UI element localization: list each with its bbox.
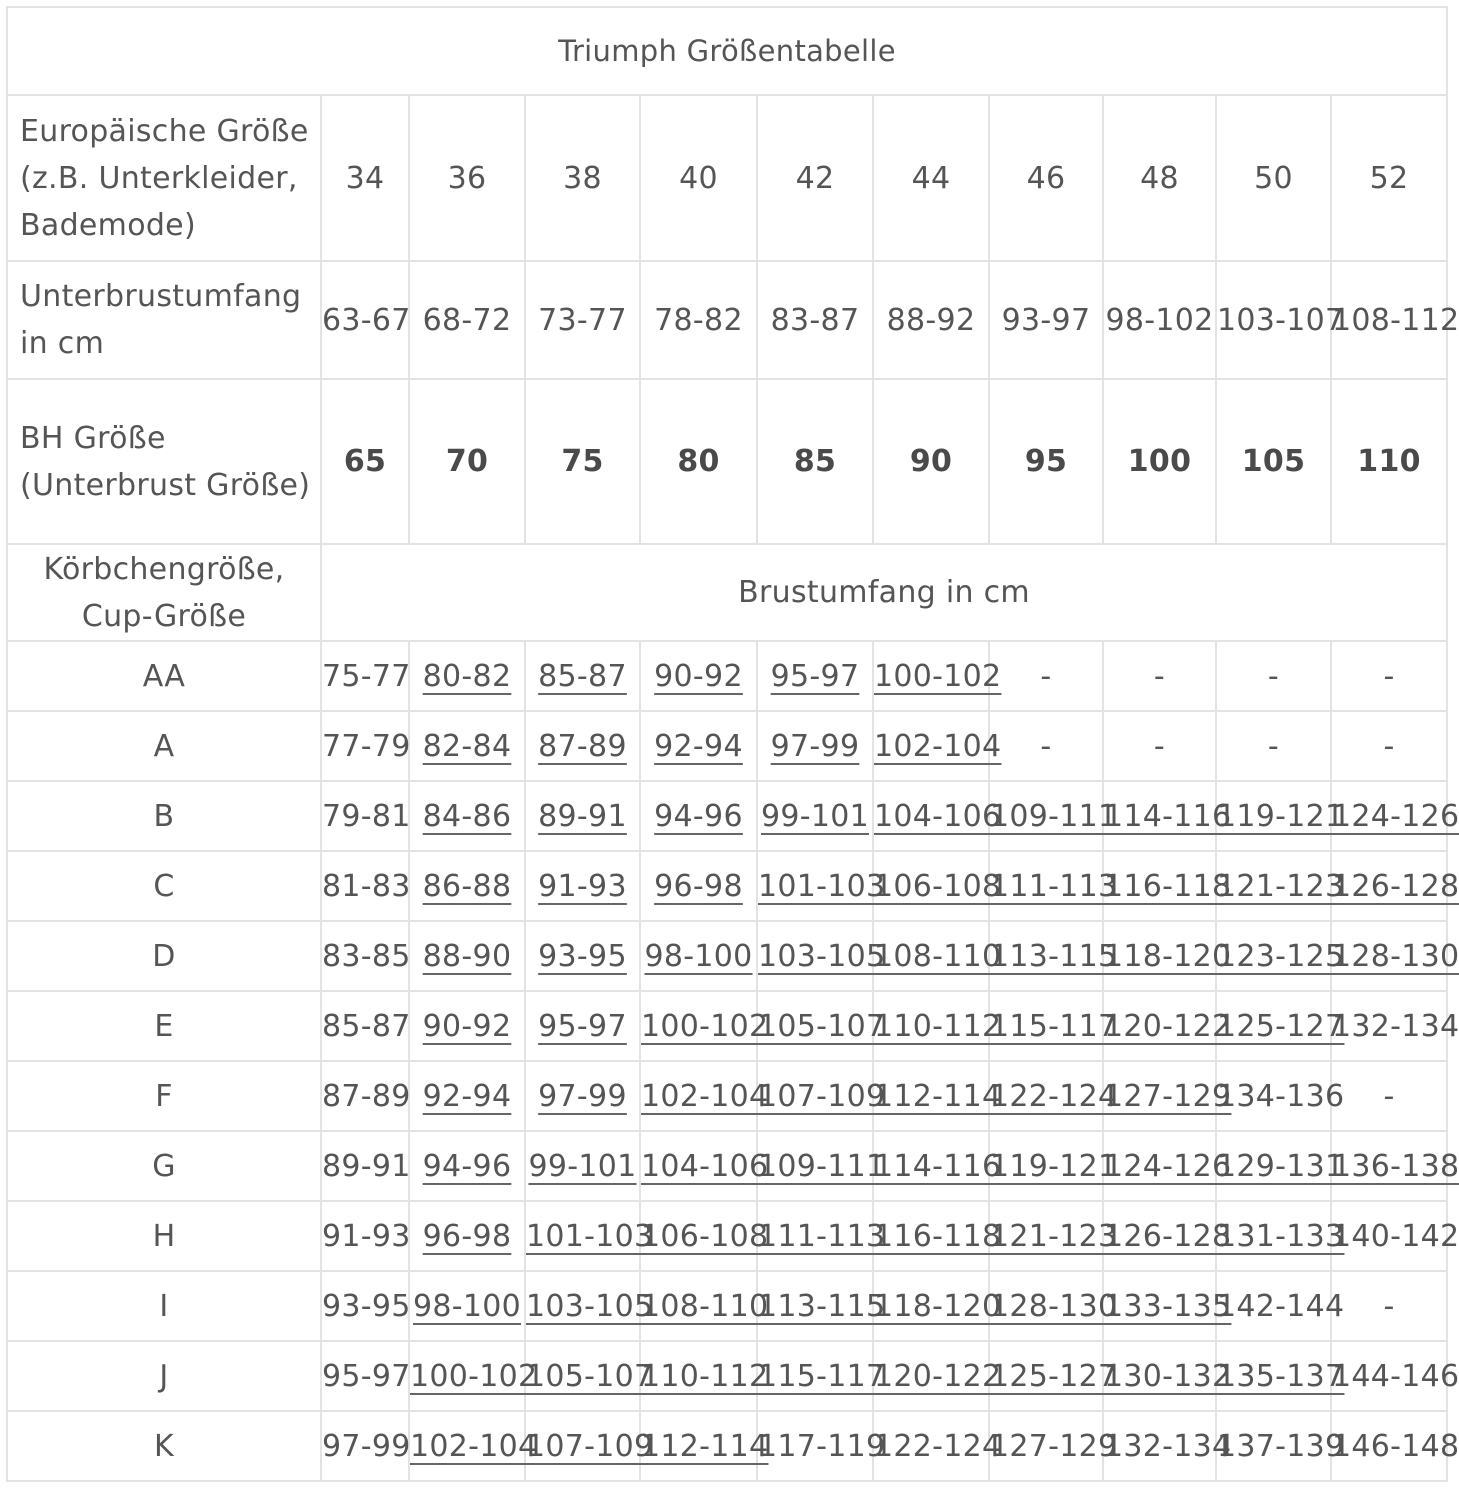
bust-range-link[interactable]: 92-94 <box>422 1078 512 1114</box>
bust-range-link[interactable]: 108-110 <box>874 938 1002 974</box>
cup-label: H <box>7 1201 321 1271</box>
bust-range-link[interactable]: 91-93 <box>538 868 627 904</box>
bust-range-link[interactable]: 122-124 <box>990 1078 1118 1114</box>
bh-value: 90 <box>873 379 989 544</box>
underbust-value: 78-82 <box>640 261 757 379</box>
bust-range-cell: 91-93 <box>321 1201 409 1271</box>
bust-range-link[interactable]: 116-118 <box>874 1218 1002 1254</box>
cup-row <box>7 1131 1447 1201</box>
underbust-value: 68-72 <box>409 261 525 379</box>
cup-label: B <box>7 781 321 851</box>
bust-range-cell[interactable] <box>1103 1271 1232 1341</box>
bust-range-link[interactable]: 111-113 <box>990 868 1118 904</box>
bust-range-link[interactable]: 109-111 <box>990 798 1118 834</box>
bust-range-link[interactable]: 127-129 <box>1104 1078 1232 1114</box>
bust-range-cell: 79-81 <box>321 781 409 851</box>
bh-value: 100 <box>1103 379 1216 544</box>
bust-circumference-label: Brustumfang in cm <box>321 544 1447 641</box>
bh-value: 95 <box>989 379 1103 544</box>
bust-range-cell[interactable] <box>640 1131 769 1201</box>
bust-range-link[interactable]: 95-97 <box>770 658 860 694</box>
bust-range-cell[interactable] <box>409 1341 538 1411</box>
bust-range-cell[interactable] <box>409 1061 525 1131</box>
bust-range-link[interactable]: 125-127 <box>1217 1008 1345 1044</box>
cup-row <box>7 991 1447 1061</box>
bust-range-link[interactable]: 92-94 <box>654 728 743 764</box>
cup-label: C <box>7 851 321 921</box>
bust-range-link[interactable]: 85-87 <box>538 658 627 694</box>
eu-value: 36 <box>409 95 525 261</box>
bust-range-link[interactable]: 113-115 <box>758 1288 886 1324</box>
underbust-value: 103-107 <box>1216 261 1331 379</box>
underbust-value: 108-112 <box>1331 261 1447 379</box>
bust-range-cell[interactable] <box>1103 781 1232 851</box>
cup-label: G <box>7 1131 321 1201</box>
bust-range-link[interactable]: 136-138 <box>1332 1148 1459 1184</box>
bust-range-cell[interactable] <box>757 1341 886 1411</box>
bust-range-cell[interactable] <box>640 641 757 711</box>
bust-range-link[interactable]: 119-121 <box>990 1148 1118 1184</box>
bust-range-cell[interactable] <box>1103 1201 1232 1271</box>
bust-range-link[interactable]: 126-128 <box>1104 1218 1232 1254</box>
bust-range-cell[interactable] <box>873 921 1002 991</box>
bust-range-link[interactable]: 115-117 <box>990 1008 1118 1044</box>
bust-range-cell[interactable] <box>989 1131 1118 1201</box>
bust-range-link[interactable]: 100-102 <box>410 1358 538 1394</box>
bust-range-link[interactable]: 121-123 <box>1217 868 1345 904</box>
bh-value: 85 <box>757 379 873 544</box>
bust-range-cell: 144-146 <box>1331 1341 1447 1411</box>
underbust-value: 73-77 <box>525 261 640 379</box>
bust-range-link[interactable]: 104-106 <box>641 1148 769 1184</box>
bust-range-cell[interactable] <box>525 781 640 851</box>
bust-range-link[interactable]: 102-104 <box>874 728 1002 764</box>
bust-range-cell[interactable] <box>873 1201 1002 1271</box>
cup-header-row <box>7 544 1447 641</box>
bust-range-cell[interactable] <box>525 641 640 711</box>
bust-range-link[interactable]: 80-82 <box>422 658 512 694</box>
bust-range-cell: - <box>1216 711 1331 781</box>
bust-range-link[interactable]: 105-107 <box>758 1008 886 1044</box>
bust-range-cell[interactable] <box>409 641 525 711</box>
bh-size-row <box>7 379 1447 544</box>
bust-range-cell[interactable] <box>757 781 873 851</box>
bust-range-link[interactable]: 84-86 <box>422 798 512 834</box>
bust-range-cell: 77-79 <box>321 711 409 781</box>
bh-value: 70 <box>409 379 525 544</box>
bust-range-cell[interactable] <box>757 1061 886 1131</box>
bust-range-cell[interactable] <box>1216 991 1345 1061</box>
bust-range-link[interactable]: 99-101 <box>528 1148 637 1184</box>
bust-range-link[interactable]: 106-108 <box>641 1218 769 1254</box>
bust-range-cell: 85-87 <box>321 991 409 1061</box>
bust-range-cell[interactable] <box>1103 1131 1232 1201</box>
underbust-row <box>7 261 1447 379</box>
bust-range-cell[interactable] <box>525 991 640 1061</box>
bust-range-cell: - <box>1331 711 1447 781</box>
bust-range-cell: 75-77 <box>321 641 409 711</box>
eu-value: 48 <box>1103 95 1216 261</box>
bust-range-link[interactable]: 113-115 <box>990 938 1118 974</box>
bust-range-cell[interactable] <box>757 1271 886 1341</box>
bust-range-cell[interactable] <box>1216 1341 1345 1411</box>
bust-range-link[interactable]: 121-123 <box>990 1218 1118 1254</box>
bust-range-link[interactable]: 131-133 <box>1217 1218 1345 1254</box>
bust-range-cell[interactable] <box>989 781 1118 851</box>
bust-range-cell: - <box>1331 641 1447 711</box>
bust-range-link[interactable]: 112-114 <box>641 1428 769 1464</box>
bust-range-link[interactable]: 114-116 <box>1104 798 1232 834</box>
bust-range-link[interactable]: 94-96 <box>422 1148 512 1184</box>
bust-range-cell: - <box>1331 1061 1447 1131</box>
bust-range-cell: 134-136 <box>1216 1061 1331 1131</box>
bust-range-link[interactable]: 89-91 <box>538 798 627 834</box>
bust-range-link[interactable]: 102-104 <box>641 1078 769 1114</box>
bust-range-link[interactable]: 118-120 <box>1104 938 1232 974</box>
eu-value: 40 <box>640 95 757 261</box>
bust-range-cell: 140-142 <box>1331 1201 1447 1271</box>
underbust-label: Unterbrustumfang in cm <box>7 261 321 379</box>
bust-range-link[interactable]: 101-103 <box>526 1218 654 1254</box>
bust-range-link[interactable]: 107-109 <box>758 1078 886 1114</box>
bust-range-link[interactable]: 119-121 <box>1217 798 1345 834</box>
bust-range-cell: 117-119 <box>757 1411 873 1481</box>
bust-range-link[interactable]: 94-96 <box>654 798 743 834</box>
bust-range-cell: 83-85 <box>321 921 409 991</box>
bust-range-cell[interactable] <box>989 921 1118 991</box>
cup-label: D <box>7 921 321 991</box>
cup-size-label: Körbchengröße, Cup-Größe <box>7 544 321 641</box>
eu-size-label: Europäische Größe (z.B. Unterkleider, Bademode) <box>7 95 321 261</box>
cup-label: F <box>7 1061 321 1131</box>
cup-label: I <box>7 1271 321 1341</box>
bust-range-link[interactable]: 97-99 <box>770 728 860 764</box>
bust-range-cell[interactable] <box>640 1411 769 1481</box>
bust-range-link[interactable]: 107-109 <box>526 1428 654 1464</box>
bust-range-cell[interactable] <box>757 641 873 711</box>
bust-range-link[interactable]: 98-100 <box>412 1288 522 1324</box>
bust-range-cell[interactable] <box>1216 921 1345 991</box>
bust-range-cell: 137-139 <box>1216 1411 1331 1481</box>
cup-label: K <box>7 1411 321 1481</box>
bust-range-link[interactable]: 111-113 <box>758 1218 886 1254</box>
cup-row <box>7 1341 1447 1411</box>
cup-row <box>7 781 1447 851</box>
bust-range-link[interactable]: 133-135 <box>1104 1288 1232 1324</box>
bust-range-cell[interactable] <box>989 1341 1118 1411</box>
bust-range-link[interactable]: 126-128 <box>1332 868 1459 904</box>
bust-range-link[interactable]: 129-131 <box>1217 1148 1345 1184</box>
bust-range-link[interactable]: 103-105 <box>758 938 886 974</box>
bust-range-cell[interactable] <box>1103 1061 1232 1131</box>
bust-range-cell[interactable] <box>525 1201 654 1271</box>
bust-range-link[interactable]: 101-103 <box>758 868 886 904</box>
bust-range-link[interactable]: 110-112 <box>874 1008 1002 1044</box>
bust-range-cell[interactable] <box>757 991 886 1061</box>
bust-range-cell[interactable] <box>409 1411 538 1481</box>
bust-range-link[interactable]: 103-105 <box>526 1288 654 1324</box>
bust-range-cell: - <box>1216 641 1331 711</box>
bust-range-cell[interactable] <box>640 711 757 781</box>
bust-range-link[interactable]: 97-99 <box>538 1078 627 1114</box>
bust-range-cell: - <box>1103 641 1216 711</box>
bust-range-cell[interactable] <box>873 1131 1002 1201</box>
bust-range-cell[interactable] <box>1331 921 1459 991</box>
bust-range-cell: 127-129 <box>989 1411 1103 1481</box>
underbust-value: 98-102 <box>1103 261 1216 379</box>
bust-range-link[interactable]: 99-101 <box>760 798 870 834</box>
bust-range-link[interactable]: 87-89 <box>538 728 627 764</box>
size-table <box>6 6 1459 1482</box>
bust-range-cell[interactable] <box>525 1131 640 1201</box>
eu-value: 44 <box>873 95 989 261</box>
bust-range-cell[interactable] <box>1331 851 1459 921</box>
underbust-value: 63-67 <box>321 261 409 379</box>
bust-range-cell[interactable] <box>989 991 1118 1061</box>
bust-range-cell: 146-148 <box>1331 1411 1447 1481</box>
bust-range-cell[interactable] <box>873 711 1002 781</box>
bust-range-link[interactable]: 118-120 <box>874 1288 1002 1324</box>
bust-range-cell[interactable] <box>873 991 1002 1061</box>
bust-range-link[interactable]: 135-137 <box>1217 1358 1345 1394</box>
bust-range-cell[interactable] <box>525 1341 654 1411</box>
bust-range-link[interactable]: 123-125 <box>1217 938 1345 974</box>
bust-range-cell: 132-134 <box>1331 991 1447 1061</box>
bust-range-cell[interactable] <box>1103 851 1232 921</box>
bust-range-cell: 81-83 <box>321 851 409 921</box>
bust-range-cell[interactable] <box>1331 781 1459 851</box>
bust-range-cell[interactable] <box>1103 1341 1232 1411</box>
cup-row <box>7 711 1447 781</box>
underbust-value: 83-87 <box>757 261 873 379</box>
bust-range-link[interactable]: 95-97 <box>538 1008 627 1044</box>
bust-range-cell[interactable] <box>640 1271 769 1341</box>
bust-range-link[interactable]: 112-114 <box>874 1078 1002 1114</box>
bust-range-cell[interactable] <box>1216 1201 1345 1271</box>
eu-value: 42 <box>757 95 873 261</box>
bust-range-cell[interactable] <box>640 991 769 1061</box>
bust-range-cell[interactable] <box>873 641 1002 711</box>
cup-label: AA <box>7 641 321 711</box>
bust-range-cell: 95-97 <box>321 1341 409 1411</box>
bust-range-cell[interactable] <box>757 1131 886 1201</box>
bh-value: 105 <box>1216 379 1331 544</box>
bust-range-cell[interactable] <box>757 711 873 781</box>
cup-row <box>7 1271 1447 1341</box>
bust-range-cell[interactable] <box>1103 991 1232 1061</box>
bust-range-cell[interactable] <box>525 851 640 921</box>
bust-range-link[interactable]: 93-95 <box>538 938 627 974</box>
bust-range-link[interactable]: 120-122 <box>874 1358 1002 1394</box>
bust-range-cell[interactable] <box>757 921 886 991</box>
bust-range-cell[interactable] <box>873 1061 1002 1131</box>
bust-range-link[interactable]: 90-92 <box>654 658 743 694</box>
bust-range-cell: 87-89 <box>321 1061 409 1131</box>
bust-range-cell[interactable] <box>409 1131 525 1201</box>
cup-row <box>7 1411 1447 1481</box>
bust-range-link[interactable]: 115-117 <box>758 1358 886 1394</box>
bust-range-link[interactable]: 125-127 <box>990 1358 1118 1394</box>
bust-range-cell[interactable] <box>525 1061 640 1131</box>
cup-row <box>7 1061 1447 1131</box>
bust-range-cell: - <box>1103 711 1216 781</box>
cup-row <box>7 641 1447 711</box>
bust-range-cell[interactable] <box>989 1061 1118 1131</box>
bust-range-cell: - <box>989 641 1103 711</box>
bust-range-cell[interactable] <box>640 1201 769 1271</box>
bh-size-label: BH Größe (Unterbrust Größe) <box>7 379 321 544</box>
bh-value: 80 <box>640 379 757 544</box>
bust-range-link[interactable]: 124-126 <box>1332 798 1459 834</box>
bh-value: 110 <box>1331 379 1447 544</box>
bust-range-link[interactable]: 86-88 <box>422 868 512 904</box>
bust-range-link[interactable]: 96-98 <box>654 868 743 904</box>
bust-range-cell[interactable] <box>525 711 640 781</box>
bust-range-link[interactable]: 98-100 <box>644 938 753 974</box>
bust-range-link[interactable]: 100-102 <box>874 658 1002 694</box>
bust-range-cell: 93-95 <box>321 1271 409 1341</box>
bust-range-cell[interactable] <box>409 1271 525 1341</box>
bust-range-cell[interactable] <box>409 991 525 1061</box>
bust-range-cell[interactable] <box>525 1411 654 1481</box>
bust-range-cell: - <box>989 711 1103 781</box>
bust-range-cell: 122-124 <box>873 1411 989 1481</box>
cup-label: J <box>7 1341 321 1411</box>
bust-range-link[interactable]: 105-107 <box>526 1358 654 1394</box>
bust-range-cell[interactable] <box>757 851 886 921</box>
bust-range-cell[interactable] <box>409 1201 525 1271</box>
bust-range-link[interactable]: 109-111 <box>758 1148 886 1184</box>
eu-value: 52 <box>1331 95 1447 261</box>
bust-range-link[interactable]: 110-112 <box>641 1358 769 1394</box>
bust-range-link[interactable]: 96-98 <box>422 1218 512 1254</box>
bust-range-cell[interactable] <box>409 711 525 781</box>
cup-label: A <box>7 711 321 781</box>
bust-range-cell[interactable] <box>873 781 1002 851</box>
bust-range-link[interactable]: 82-84 <box>422 728 512 764</box>
eu-value: 50 <box>1216 95 1331 261</box>
bust-range-cell[interactable] <box>989 1201 1118 1271</box>
bust-range-cell[interactable] <box>757 1201 886 1271</box>
cup-row <box>7 921 1447 991</box>
bust-range-cell[interactable] <box>1216 1131 1345 1201</box>
bust-range-cell[interactable] <box>409 921 525 991</box>
bust-range-link[interactable]: 102-104 <box>410 1428 538 1464</box>
bust-range-link[interactable]: 100-102 <box>641 1008 769 1044</box>
bust-range-cell[interactable] <box>525 1271 654 1341</box>
bust-range-cell[interactable] <box>525 921 640 991</box>
cup-row <box>7 1201 1447 1271</box>
bust-range-cell[interactable] <box>640 1061 769 1131</box>
bust-range-cell: 132-134 <box>1103 1411 1216 1481</box>
bust-range-cell[interactable] <box>1216 851 1345 921</box>
bust-range-link[interactable]: 128-130 <box>990 1288 1118 1324</box>
bust-range-cell[interactable] <box>1331 1131 1459 1201</box>
bust-range-link[interactable]: 104-106 <box>874 798 1002 834</box>
bust-range-cell: 89-91 <box>321 1131 409 1201</box>
bust-range-cell[interactable] <box>640 781 757 851</box>
bust-range-link[interactable]: 116-118 <box>1104 868 1232 904</box>
bust-range-cell[interactable] <box>873 1341 1002 1411</box>
bust-range-cell[interactable] <box>1216 781 1345 851</box>
underbust-value: 93-97 <box>989 261 1103 379</box>
eu-size-row <box>7 95 1447 261</box>
bust-range-cell[interactable] <box>989 851 1118 921</box>
bust-range-cell[interactable] <box>640 851 757 921</box>
bust-range-cell[interactable] <box>640 1341 769 1411</box>
bust-range-cell[interactable] <box>989 1271 1118 1341</box>
eu-value: 34 <box>321 95 409 261</box>
table-title: Triumph Größentabelle <box>7 7 1447 95</box>
bust-range-link[interactable]: 106-108 <box>874 868 1002 904</box>
bust-range-cell: 97-99 <box>321 1411 409 1481</box>
bust-range-link[interactable]: 128-130 <box>1332 938 1459 974</box>
bust-range-link[interactable]: 90-92 <box>422 1008 512 1044</box>
cup-row <box>7 851 1447 921</box>
bh-value: 65 <box>321 379 409 544</box>
bust-range-cell: - <box>1331 1271 1447 1341</box>
eu-value: 38 <box>525 95 640 261</box>
bust-range-cell[interactable] <box>873 851 1002 921</box>
bust-range-cell[interactable] <box>409 781 525 851</box>
eu-value: 46 <box>989 95 1103 261</box>
bust-range-link[interactable]: 120-122 <box>1104 1008 1232 1044</box>
bust-range-cell[interactable] <box>409 851 525 921</box>
bust-range-link[interactable]: 114-116 <box>874 1148 1002 1184</box>
bust-range-cell[interactable] <box>1103 921 1232 991</box>
underbust-value: 88-92 <box>873 261 989 379</box>
bust-range-link[interactable]: 130-132 <box>1104 1358 1232 1394</box>
cup-label: E <box>7 991 321 1061</box>
bust-range-cell: 142-144 <box>1216 1271 1331 1341</box>
bust-range-link[interactable]: 124-126 <box>1104 1148 1232 1184</box>
bust-range-cell[interactable] <box>873 1271 1002 1341</box>
bust-range-link[interactable]: 108-110 <box>641 1288 769 1324</box>
bust-range-link[interactable]: 88-90 <box>422 938 512 974</box>
bust-range-cell[interactable] <box>640 921 757 991</box>
bh-value: 75 <box>525 379 640 544</box>
